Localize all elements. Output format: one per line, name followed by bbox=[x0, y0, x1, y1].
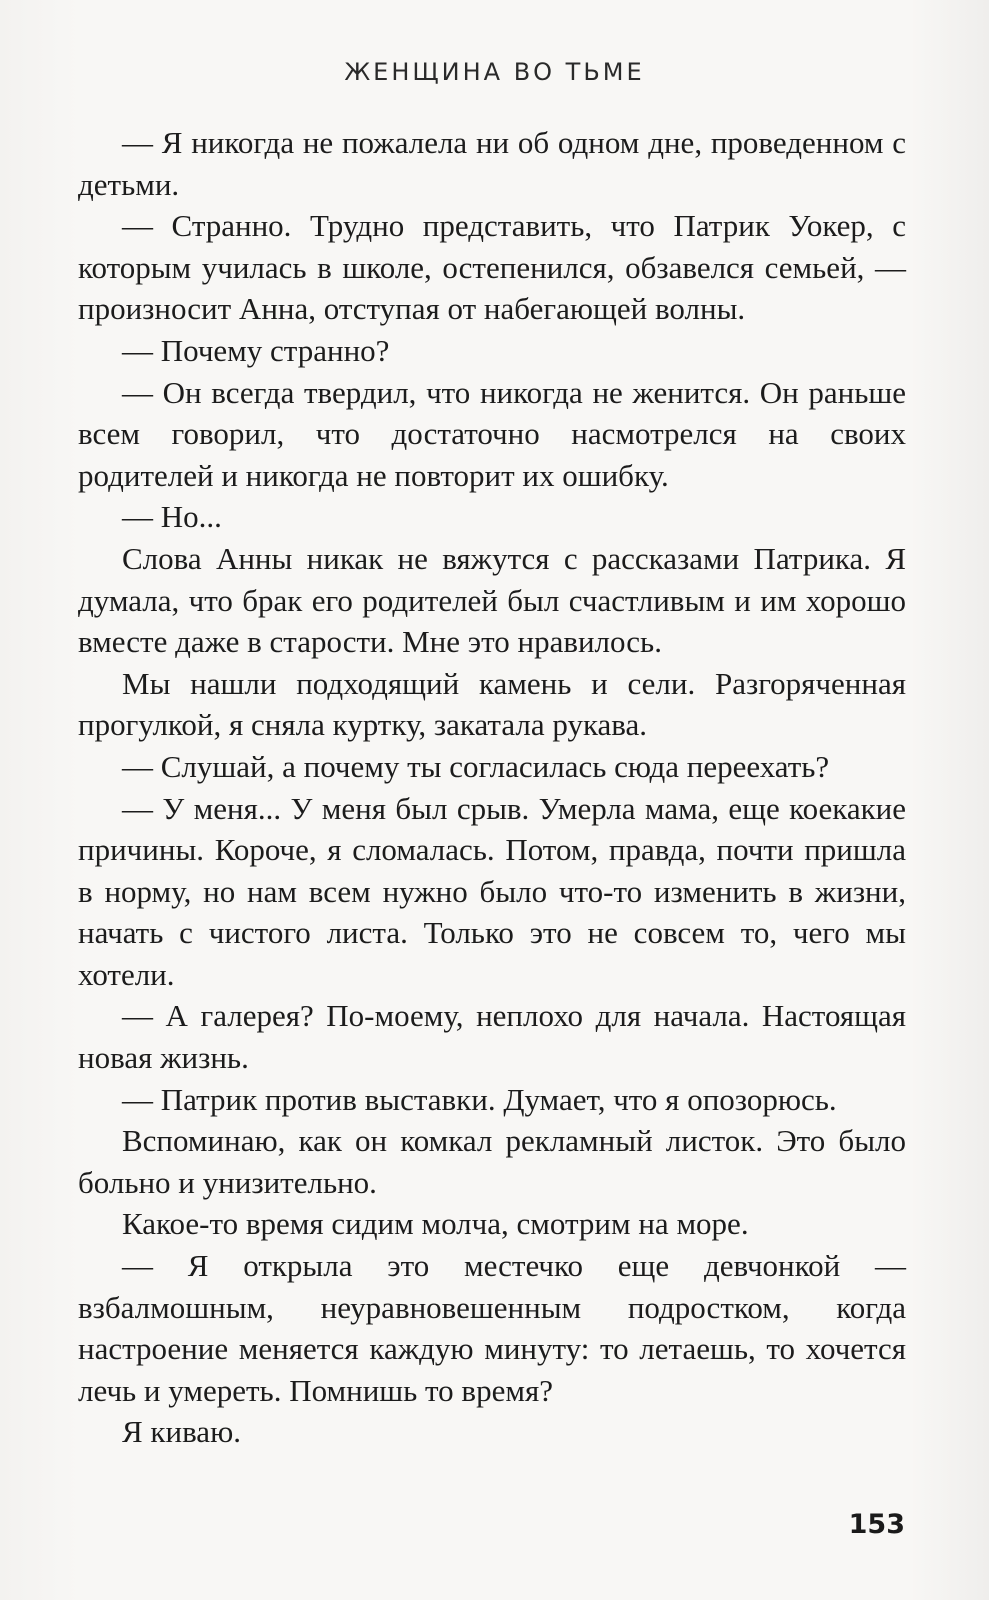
paragraph: — Почему странно? bbox=[122, 332, 390, 368]
paragraph: — Странно. Трудно представить, что Патрик Уокер, с которым училась в школе, остепенился, обзавелся семьей, — произносит Анна, отступая от набегающей волны. bbox=[78, 208, 906, 327]
paragraph: — Слушай, а почему ты согласилась сюда переехать? bbox=[122, 748, 830, 784]
paragraph: Я киваю. bbox=[122, 1414, 241, 1450]
paragraph: Мы нашли подходящий камень и сели. Разгоряченная прогулкой, я сняла куртку, закатала рукава. bbox=[78, 665, 906, 743]
paragraph: — А галерея? По-моему, неплохо для начала. Настоящая новая жизнь. bbox=[78, 998, 906, 1076]
paragraph: — Он всегда твердил, что никогда не женится. Он раньше всем говорил, что достаточно насмотрелся на своих родителей и никогда не повторит их ошибку. bbox=[78, 374, 906, 493]
paragraph: — У меня... У меня был срыв. Умерла мама, еще коекакие причины. Короче, я сломалась. Потом, правда, почти пришла в норму, но нам всем нужно было что-то изменить в жизни, начать с чистого листа. Только это не совсем то, чего мы хотели. bbox=[78, 790, 906, 992]
paragraph: — Я открыла это местечко еще девчонкой — взбалмошным, неуравновешенным подростком, когда настроение меняется каждую минуту: то летаешь, то хочется лечь и умереть. Помнишь то время? bbox=[78, 1248, 906, 1408]
paragraph: — Но... bbox=[122, 499, 222, 535]
body-text bbox=[78, 122, 906, 1453]
page-number: 153 bbox=[848, 1509, 905, 1540]
paragraph: Слова Анны никак не вяжутся с рассказами Патрика. Я думала, что брак его родителей был счастливым и им хорошо вместе даже в старости. Мне это нравилось. bbox=[78, 540, 906, 660]
paragraph: Вспоминаю, как он комкал рекламный листок. Это было больно и унизительно. bbox=[78, 1123, 906, 1200]
paragraph: — Я никогда не пожалела ни об одном дне, проведенном с детьми. bbox=[78, 125, 906, 202]
paragraph: — Патрик против выставки. Думает, что я опозорюсь. bbox=[122, 1081, 837, 1117]
running-head: ЖЕНЩИНА ВО ТЬМЕ bbox=[344, 58, 645, 86]
paragraph: Какое-то время сидим молча, смотрим на море. bbox=[122, 1206, 749, 1242]
